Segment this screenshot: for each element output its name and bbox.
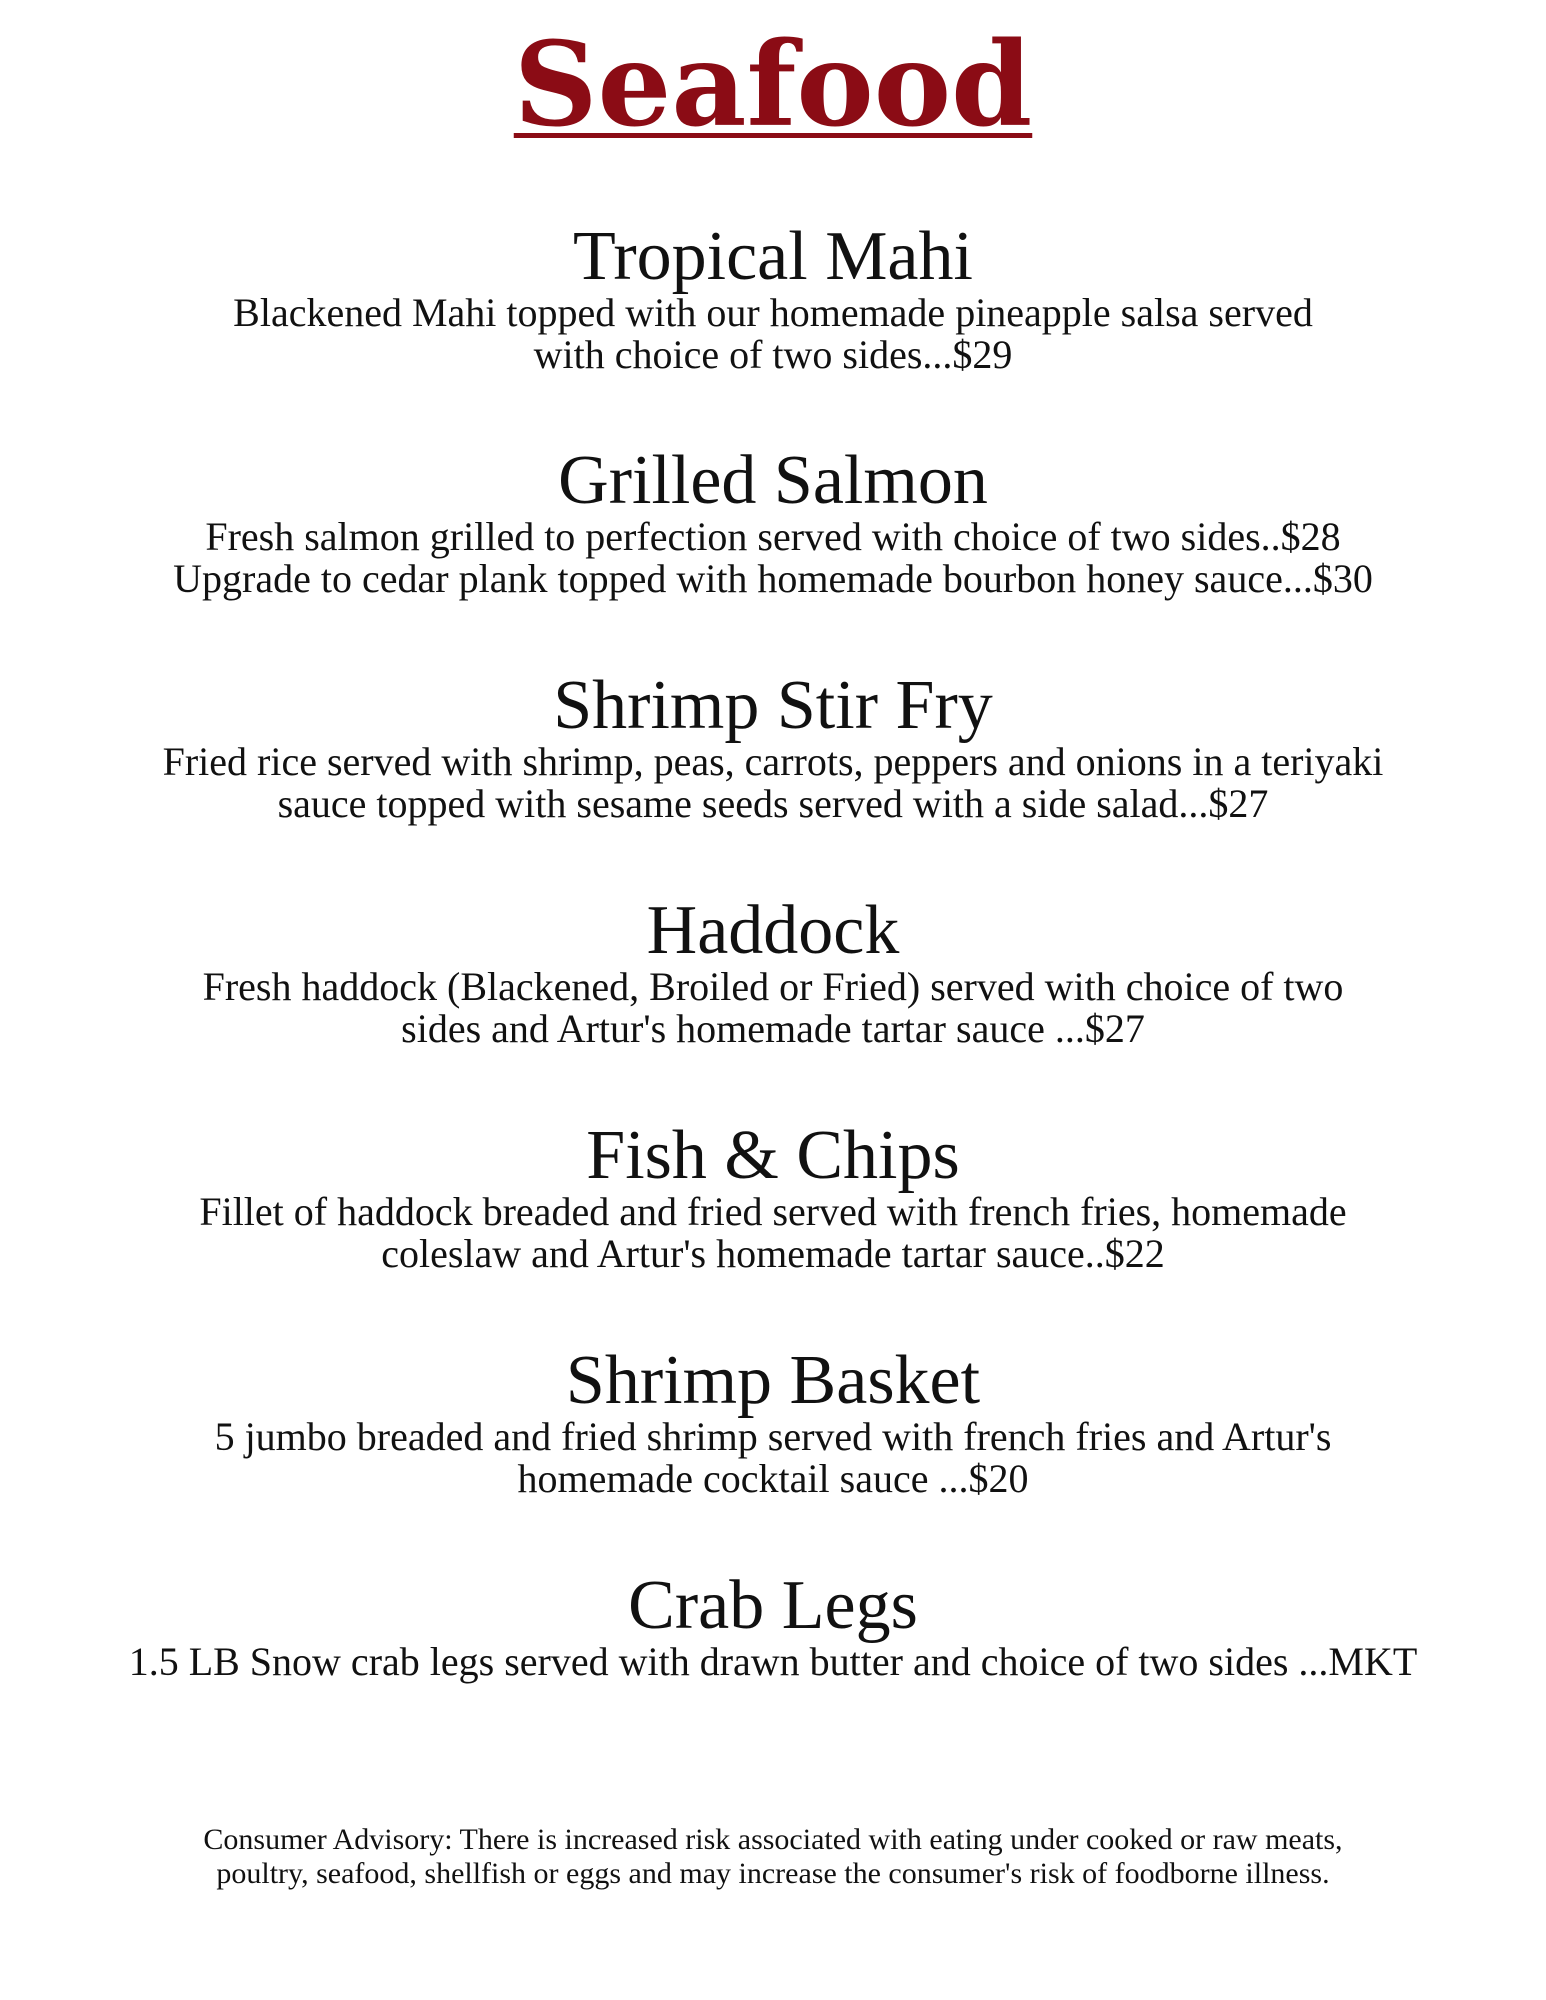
menu-item bbox=[0, 1117, 1546, 1276]
consumer-advisory: Consumer Advisory: There is increased risk associated with eating under cooked or raw meats, poultry, seafood, shellfish or eggs and may increase the consumer's risk of foodborne illness. bbox=[203, 1823, 1343, 1890]
menu-item bbox=[0, 1342, 1546, 1501]
menu-item-description: Fresh salmon grilled to perfection served with choice of two sides..$28 Upgrade to cedar plank topped with homemade bourbon honey sauce...$30 bbox=[173, 514, 1373, 601]
menu-item-description: 5 jumbo breaded and fried shrimp served with french fries and Artur's homemade cocktail sauce ...$20 bbox=[214, 1414, 1332, 1501]
menu-item bbox=[0, 892, 1546, 1051]
menu-item-name: Shrimp Stir Fry bbox=[553, 667, 993, 744]
menu-item bbox=[0, 1567, 1546, 1684]
menu-item-description: Fillet of haddock breaded and fried served with french fries, homemade coleslaw and Artur's homemade tartar sauce..$22 bbox=[199, 1189, 1347, 1276]
menu-item bbox=[0, 218, 1546, 377]
page-title-text: Seafood bbox=[513, 17, 1033, 153]
menu-item bbox=[0, 442, 1546, 601]
menu-item-name: Grilled Salmon bbox=[558, 442, 988, 519]
menu-item-name: Tropical Mahi bbox=[573, 218, 973, 295]
page-title bbox=[0, 17, 1546, 153]
menu-item-name: Crab Legs bbox=[628, 1567, 918, 1644]
menu-item-name: Shrimp Basket bbox=[565, 1342, 981, 1419]
menu-item bbox=[0, 667, 1546, 826]
menu-item-description: Fresh haddock (Blackened, Broiled or Fried) served with choice of two sides and Artur's homemade tartar sauce ...$27 bbox=[202, 964, 1344, 1051]
menu-item-name: Fish & Chips bbox=[586, 1117, 960, 1194]
menu-item-name: Haddock bbox=[646, 892, 900, 969]
menu-item-description: Fried rice served with shrimp, peas, carrots, peppers and onions in a teriyaki sauce topped with sesame seeds served with a side salad...$27 bbox=[162, 739, 1384, 826]
menu-item-description: Blackened Mahi topped with our homemade pineapple salsa served with choice of two sides...$29 bbox=[233, 290, 1313, 377]
menu-item-description: 1.5 LB Snow crab legs served with drawn butter and choice of two sides ...MKT bbox=[128, 1639, 1418, 1684]
